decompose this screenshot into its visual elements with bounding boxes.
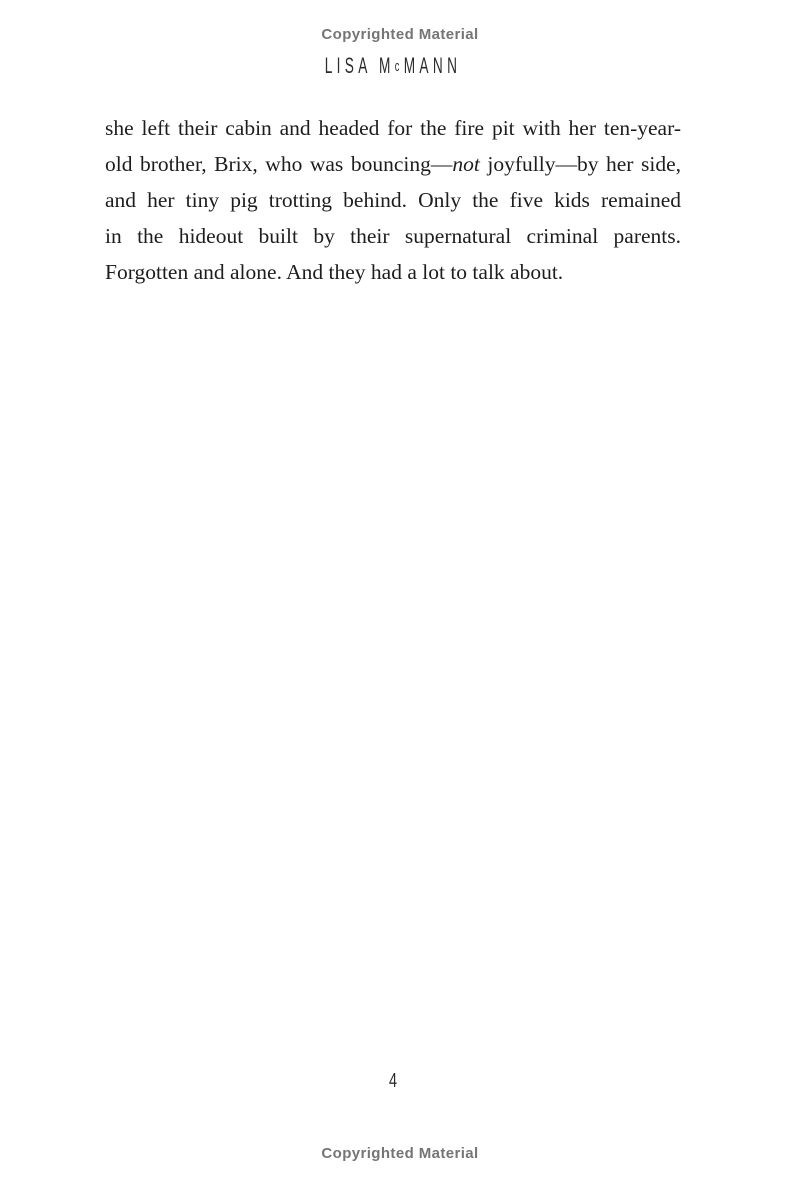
page-number: 4 <box>388 1070 398 1092</box>
paragraph-line-5: Forgotten and alone. And they had a lot to talk about. <box>105 260 564 284</box>
paragraph-line-4: in the hideout built by their supernatural criminal parents. <box>105 224 681 248</box>
line2-text-after: joyfully—by her side, <box>479 152 682 176</box>
author-name-part2: MANN <box>403 53 462 78</box>
line2-text-before: old brother, Brix, who was bouncing— <box>105 152 453 176</box>
copyright-notice-bottom: Copyrighted Material <box>321 1145 479 1162</box>
line2-italic-word: not <box>452 152 480 176</box>
paragraph-line-1: she left their cabin and headed for the fire pit with her ten-year- <box>105 116 681 140</box>
copyright-notice-top: Copyrighted Material <box>321 26 479 43</box>
paragraph-line-3: and her tiny pig trotting behind. Only the five kids remained <box>105 188 681 212</box>
paragraph-line-2 <box>105 146 681 182</box>
running-head-author <box>214 53 571 79</box>
author-name-part1: LISA M <box>324 53 395 78</box>
body-paragraph <box>105 110 681 290</box>
author-name-small-c: c <box>394 58 404 75</box>
